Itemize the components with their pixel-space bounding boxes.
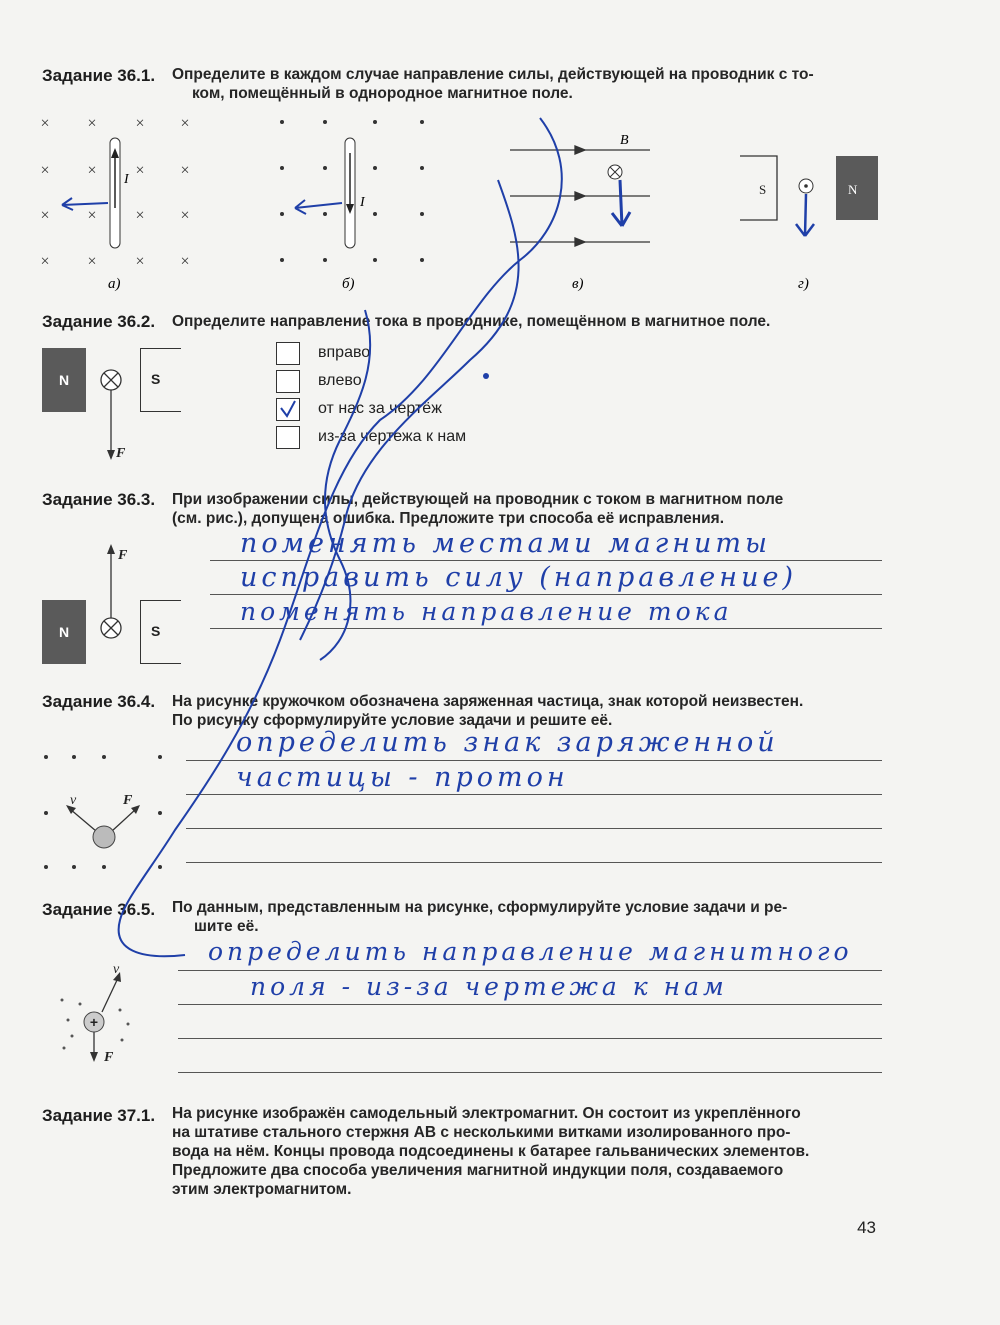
current-label-a: I [124, 172, 129, 187]
answer-line [186, 862, 882, 863]
option-checkbox-out-of-page[interactable] [276, 426, 300, 449]
option-label-left: влево [318, 372, 362, 389]
conductor-36-3 [95, 540, 135, 645]
figure-v-field [510, 146, 650, 246]
svg-text:×: × [135, 162, 145, 179]
svg-text:×: × [40, 162, 50, 179]
svg-text:×: × [40, 207, 50, 224]
caption-g: г) [798, 276, 809, 292]
answer-line [210, 628, 882, 629]
svg-text:×: × [135, 253, 145, 270]
option-checkbox-left[interactable] [276, 370, 300, 393]
task-36-5-text: По данным, представленным на рисунке, сформулируйте условие задачи и ре- шите её. [172, 899, 788, 935]
drawn-arrow-v [612, 180, 630, 226]
option-label-into-page: от нас за чертёж [318, 400, 442, 417]
answer-line [210, 594, 882, 595]
caption-b: б) [342, 276, 355, 292]
handwritten-answer-36-3-1: поменять местами магниты [240, 528, 771, 559]
velocity-label-36-4: v [70, 793, 77, 808]
svg-text:×: × [135, 207, 145, 224]
svg-text:×: × [87, 207, 97, 224]
option-checkbox-right[interactable] [276, 342, 300, 365]
option-label-right: вправо [318, 344, 371, 361]
svg-text:×: × [180, 253, 190, 270]
task-36-2-label: Задание 36.2. [42, 312, 156, 331]
svg-text:×: × [40, 253, 50, 270]
handwritten-answer-36-5-1: определить направление магнитного [208, 937, 853, 966]
magnet-s-36-2: S [140, 348, 181, 412]
current-label-b: I [360, 195, 365, 210]
handwritten-answer-36-4-1: определить знак заряженной [236, 727, 779, 758]
magnet-n-36-2: N [42, 348, 86, 412]
svg-text:×: × [135, 115, 145, 132]
charge-sign: + [89, 1014, 99, 1030]
option-label-out-of-page: из-за чертежа к нам [318, 428, 467, 445]
task-36-1-line1: Определите в каждом случае направление силы, действующей на проводник с то- [172, 66, 814, 83]
answer-line [186, 794, 882, 795]
option-checkbox-into-page[interactable] [276, 398, 300, 421]
figure-36-4 [36, 745, 176, 875]
answer-line [178, 1004, 882, 1005]
task-36-1-label: Задание 36.1. [42, 66, 156, 85]
task-36-5-label: Задание 36.5. [42, 900, 156, 919]
force-label-36-4: F [123, 793, 133, 808]
task-36-3-label: Задание 36.3. [42, 490, 156, 509]
magnet-n-36-3: N [42, 600, 86, 664]
force-label-36-2: F [116, 446, 126, 461]
drawn-arrow-b [295, 200, 342, 214]
svg-text:×: × [87, 115, 97, 132]
magnet-s-36-3: S [140, 600, 181, 664]
force-label-36-5: F [104, 1050, 114, 1065]
answer-line [210, 560, 882, 561]
particle [93, 826, 115, 848]
task-36-4-label: Задание 36.4. [42, 692, 156, 711]
answer-line [178, 970, 882, 971]
svg-text:×: × [180, 162, 190, 179]
check-mark-icon [277, 399, 299, 420]
svg-text:×: × [40, 115, 50, 132]
drawn-arrow-a [62, 198, 108, 210]
svg-text:×: × [180, 115, 190, 132]
pole-n-g: N [848, 182, 858, 197]
answer-line [178, 1072, 882, 1073]
handwritten-answer-36-3-3: поменять направление тока [240, 597, 733, 626]
handwritten-answer-36-5-2: поля - из-за чертежа к нам [250, 972, 728, 1001]
answer-line [186, 828, 882, 829]
task-36-1-line2: ком, помещённый в однородное магнитное поле. [192, 85, 573, 102]
handwritten-answer-36-4-2: частицы - протон [236, 762, 569, 793]
task-36-2-text: Определите направление тока в проводнике, помещённом в магнитное поле. [172, 313, 771, 330]
svg-text:×: × [87, 162, 97, 179]
task-37-1-text: На рисунке изображён самодельный электромагнит. Он состоит из укреплённого на штативе стального стержня AB с несколькими витками изолированного про- вода на нём. Концы провода подсоединены к батарее гальванических элементов. Предложите два способа увеличения магнитной индукции поля, создаваемого этим электромагнитом. [172, 1105, 810, 1198]
caption-a: а) [108, 276, 121, 292]
task-36-1-text [172, 65, 882, 103]
velocity-label-36-5: v [113, 962, 120, 977]
drawn-arrow-g [796, 194, 814, 236]
induction-label: B [620, 133, 629, 148]
force-label-36-3: F [118, 548, 128, 563]
conductor-36-2 [95, 360, 135, 470]
task-36-3-text: При изображении силы, действующей на проводник с током в магнитном поле (см. рис.), допущена ошибка. Предложите три способа её исправления. [172, 491, 784, 527]
answer-line [178, 1038, 882, 1039]
task-37-1-label: Задание 37.1. [42, 1106, 156, 1125]
page-number: 43 [857, 1218, 876, 1237]
svg-text:×: × [87, 253, 97, 270]
svg-text:×: × [180, 207, 190, 224]
answer-line [186, 760, 882, 761]
handwritten-answer-36-3-2: исправить силу (направление) [240, 562, 797, 593]
task-36-1-figures [30, 108, 900, 298]
pole-s-g: S [759, 182, 767, 197]
caption-v: в) [572, 276, 584, 292]
task-36-4-text: На рисунке кружочком обозначена заряженная частица, знак которой неизвестен. По рисунку сформулируйте условие задачи и решите её. [172, 693, 804, 729]
